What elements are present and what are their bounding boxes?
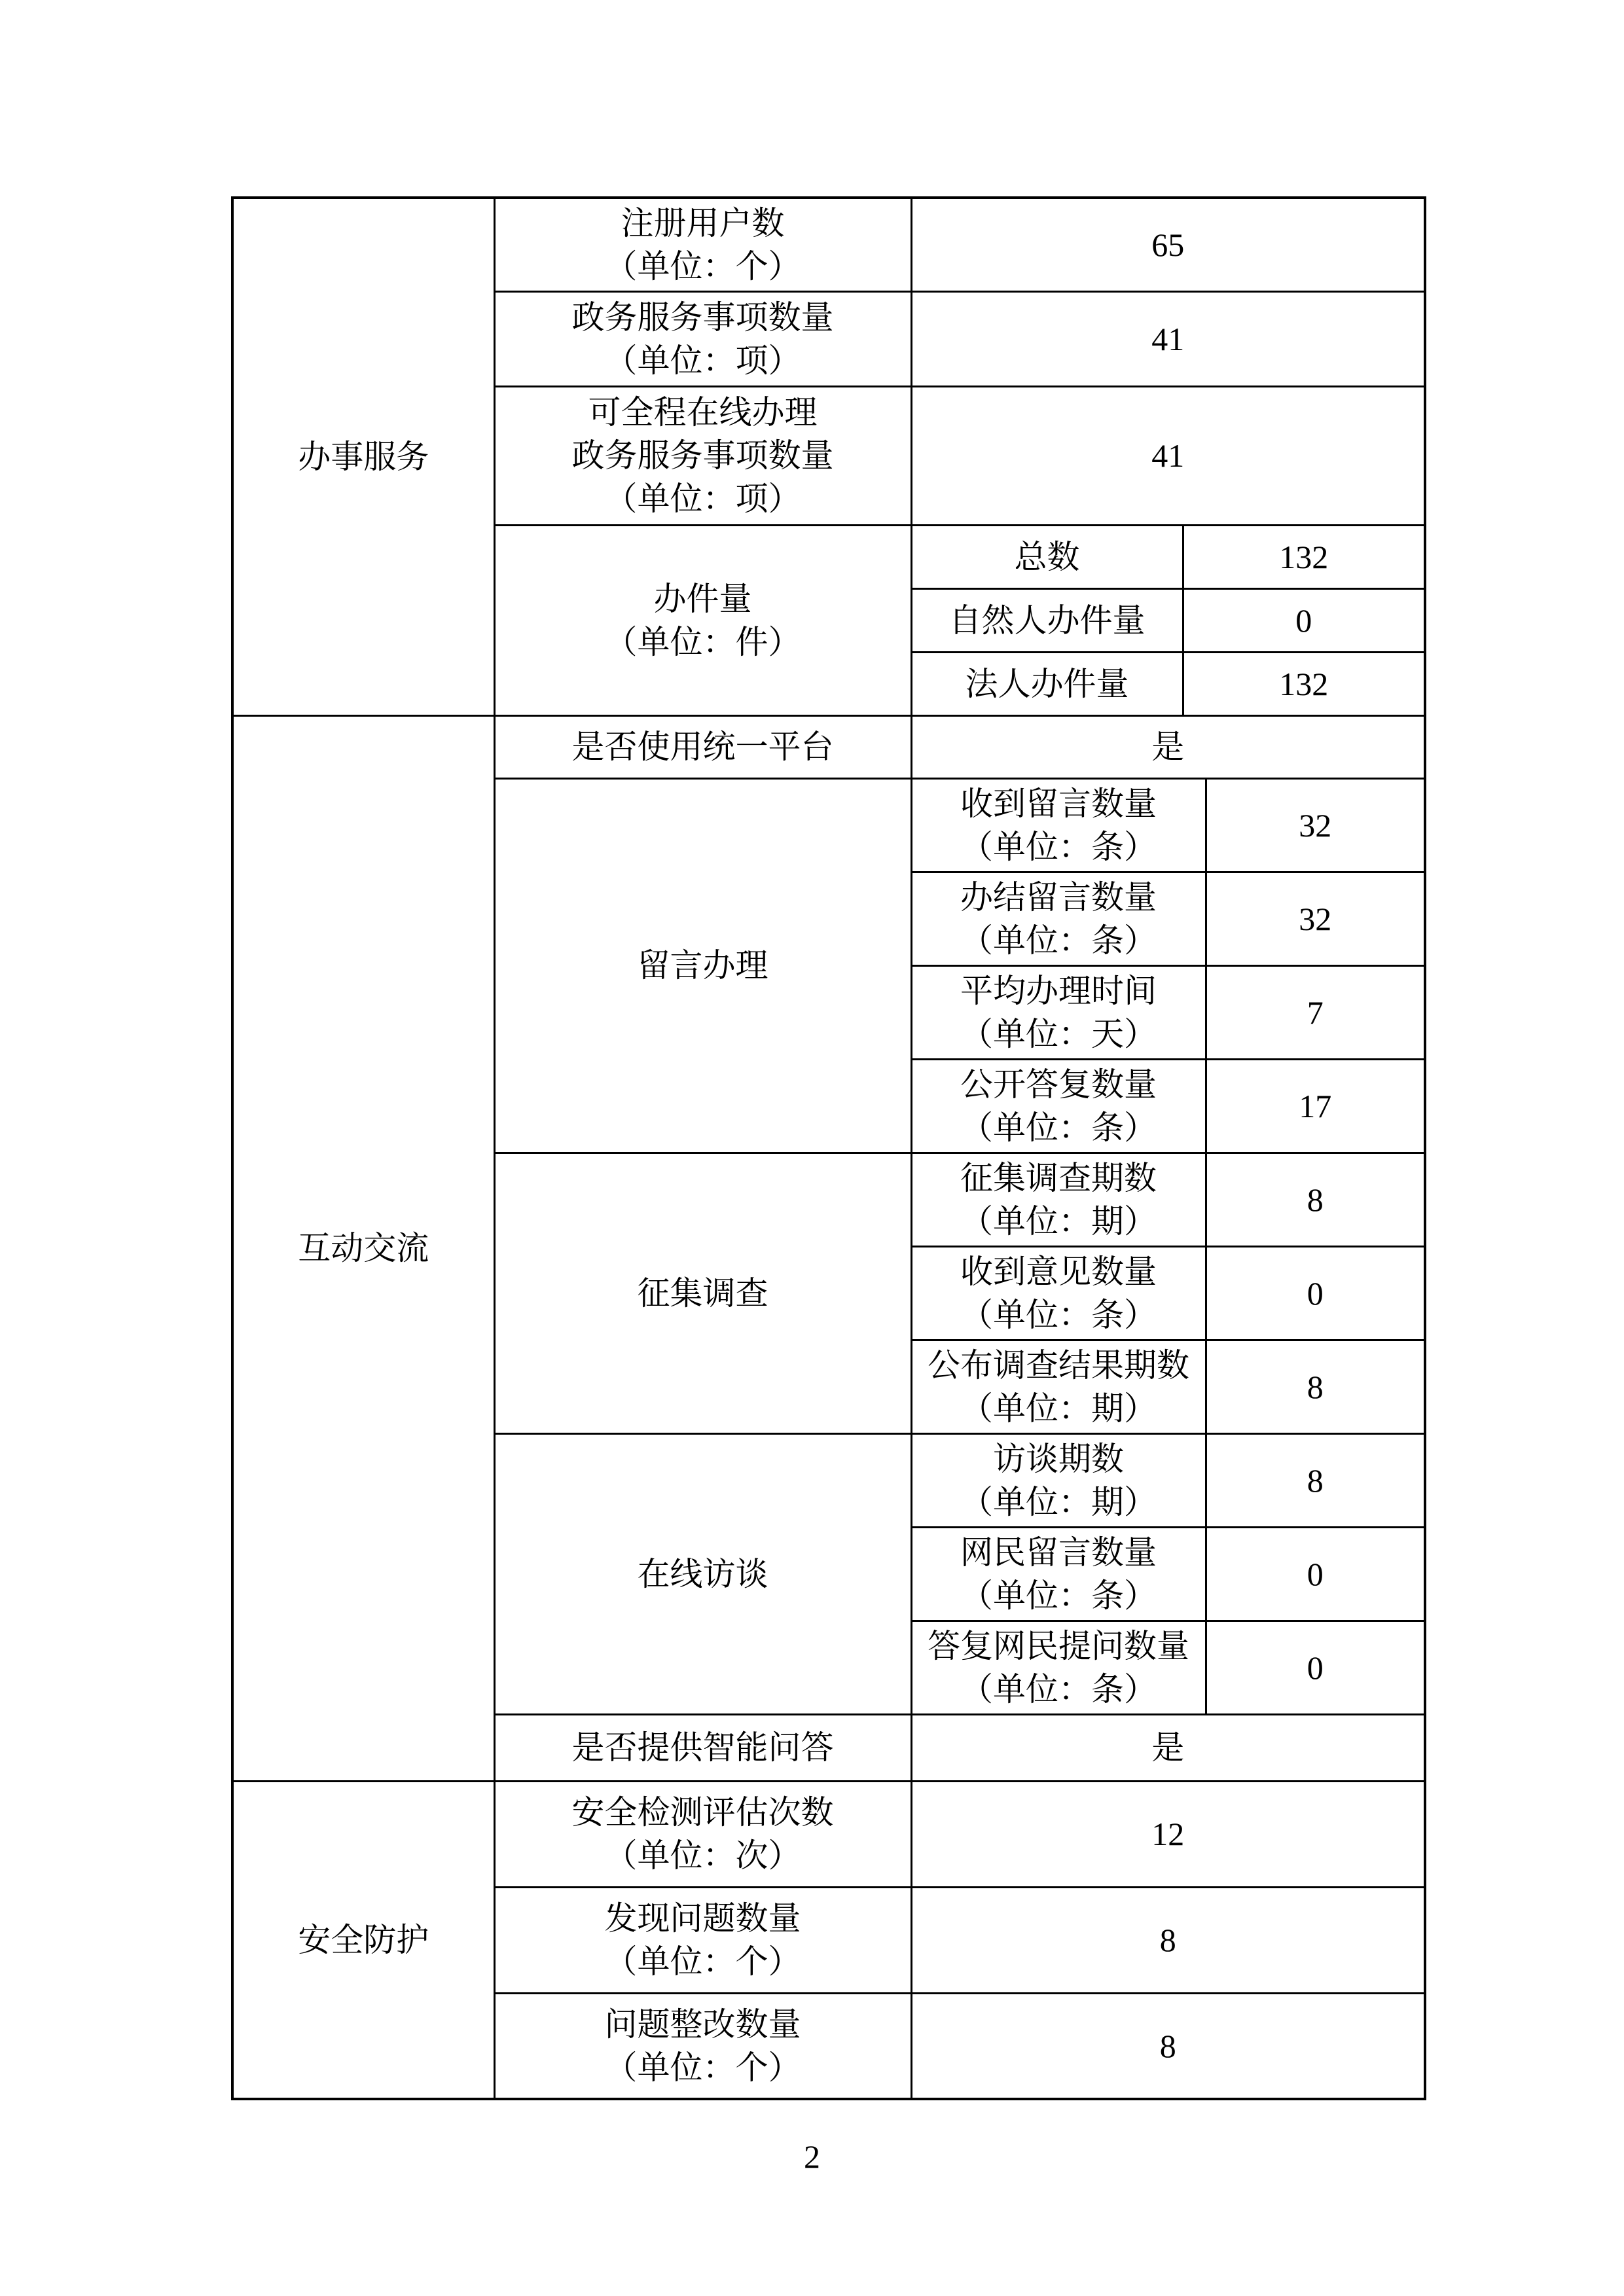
page-number: 2: [804, 2138, 820, 2175]
unit-text: （单位：天）: [960, 1015, 1157, 1052]
sublabel-cell-questions-answered: [911, 1621, 1206, 1714]
label-text: 办结留言数量: [960, 878, 1157, 916]
sublabel-cell-survey-periods: [911, 1153, 1206, 1246]
unit-text: （单位：条）: [960, 1109, 1157, 1146]
unit-text: （单位：项）: [604, 480, 801, 517]
section-cell-service: 办事服务: [232, 198, 494, 715]
label-text: 问题整改数量: [604, 2005, 801, 2043]
value-cell-problems-found: 8: [911, 1887, 1425, 1993]
value-cell-service-items: 41: [911, 291, 1425, 386]
annual-report-table: [231, 196, 1426, 2100]
value-cell-legal-person: 132: [1183, 652, 1425, 715]
unit-text: （单位：条）: [960, 1577, 1157, 1614]
unit-text: （单位：条）: [960, 1670, 1157, 1708]
label-cell-smart-qa: 是否提供智能问答: [494, 1714, 911, 1781]
unit-text: （单位：条）: [960, 828, 1157, 865]
sublabel-cell-results-published: [911, 1340, 1206, 1433]
sublabel-cell-interview-periods: [911, 1433, 1206, 1527]
sublabel-cell-case-total: 总数: [911, 525, 1183, 588]
unit-text: （单位：期）: [960, 1202, 1157, 1240]
section-cell-interaction: 互动交流: [232, 715, 494, 1781]
label-cell-problems-found: [494, 1887, 911, 1993]
label-cell-unified-platform: 是否使用统一平台: [494, 715, 911, 778]
section-cell-security: 安全防护: [232, 1781, 494, 2099]
sublabel-cell-netizen-messages: [911, 1527, 1206, 1621]
value-cell-security-checks: 12: [911, 1781, 1425, 1887]
label-text: 访谈期数: [993, 1440, 1124, 1477]
label-text: 办件量: [653, 580, 752, 617]
value-cell-case-total: 132: [1183, 525, 1425, 588]
label-cell-case-volume: [494, 525, 911, 715]
value-cell-avg-handle-time: 7: [1206, 965, 1425, 1059]
value-cell-messages-completed: 32: [1206, 872, 1425, 965]
unit-text: （单位：个）: [604, 2049, 801, 2086]
label-text: 平均办理时间: [960, 972, 1157, 1009]
unit-text: （单位：条）: [960, 1296, 1157, 1333]
table-row: [232, 198, 1425, 291]
value-cell-unified-platform: 是: [911, 715, 1425, 778]
sublabel-cell-natural-person: 自然人办件量: [911, 588, 1183, 652]
label-text: 公开答复数量: [960, 1066, 1157, 1103]
label-text: 政务服务事项数量: [571, 298, 834, 336]
label-cell-message-handling: 留言办理: [494, 778, 911, 1153]
unit-text: （单位：个）: [604, 247, 801, 285]
value-cell-messages-received: 32: [1206, 778, 1425, 872]
value-cell-public-replies: 17: [1206, 1059, 1425, 1153]
value-cell-survey-periods: 8: [1206, 1153, 1425, 1246]
sublabel-cell-opinions-received: [911, 1246, 1206, 1340]
label-cell-security-checks: [494, 1781, 911, 1887]
sublabel-cell-legal-person: 法人办件量: [911, 652, 1183, 715]
sublabel-cell-avg-handle-time: [911, 965, 1206, 1059]
label-text: 政务服务事项数量: [571, 437, 834, 474]
label-text: 网民留言数量: [960, 1534, 1157, 1571]
sublabel-cell-messages-completed: [911, 872, 1206, 965]
label-cell-online-service-items: [494, 386, 911, 525]
label-text: 收到留言数量: [960, 785, 1157, 822]
value-cell-netizen-messages: 0: [1206, 1527, 1425, 1621]
label-cell-interview: 在线访谈: [494, 1433, 911, 1714]
value-cell-questions-answered: 0: [1206, 1621, 1425, 1714]
label-text: 注册用户数: [621, 204, 785, 242]
sublabel-cell-messages-received: [911, 778, 1206, 872]
label-text: 公布调查结果期数: [928, 1346, 1189, 1384]
value-cell-registered-users: 65: [911, 198, 1425, 291]
table-row: [232, 715, 1425, 778]
label-text: 收到意见数量: [960, 1253, 1157, 1290]
value-cell-natural-person: 0: [1183, 588, 1425, 652]
label-cell-service-items: [494, 291, 911, 386]
value-cell-opinions-received: 0: [1206, 1246, 1425, 1340]
label-cell-registered-users: [494, 198, 911, 291]
value-cell-problems-fixed: 8: [911, 1993, 1425, 2099]
unit-text: （单位：次）: [604, 1837, 801, 1874]
label-text: 安全检测评估次数: [571, 1794, 834, 1831]
unit-text: （单位：项）: [604, 342, 801, 379]
value-cell-interview-periods: 8: [1206, 1433, 1425, 1527]
unit-text: （单位：条）: [960, 922, 1157, 959]
unit-text: （单位：个）: [604, 1943, 801, 1980]
label-cell-problems-fixed: [494, 1993, 911, 2099]
unit-text: （单位：期）: [960, 1483, 1157, 1520]
unit-text: （单位：期）: [960, 1390, 1157, 1427]
table-row: [232, 1781, 1425, 1887]
sublabel-cell-public-replies: [911, 1059, 1206, 1153]
unit-text: （单位：件）: [604, 623, 801, 660]
label-cell-survey: 征集调查: [494, 1153, 911, 1433]
value-cell-results-published: 8: [1206, 1340, 1425, 1433]
label-text: 征集调查期数: [960, 1159, 1157, 1196]
label-text: 答复网民提问数量: [928, 1627, 1189, 1664]
value-cell-online-service-items: 41: [911, 386, 1425, 525]
label-text: 发现问题数量: [604, 1900, 801, 1937]
label-text: 可全程在线办理: [588, 394, 818, 431]
value-cell-smart-qa: 是: [911, 1714, 1425, 1781]
